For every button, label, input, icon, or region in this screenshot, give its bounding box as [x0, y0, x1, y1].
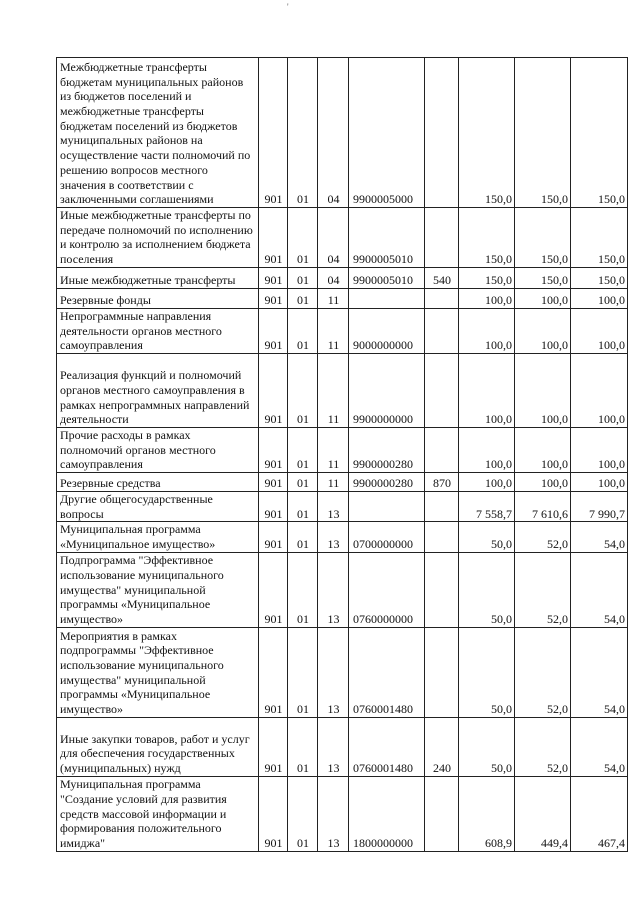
- amount-year-1: 100,0: [459, 427, 515, 472]
- target-article-code: 9900000000: [349, 353, 425, 427]
- row-name: Иные закупки товаров, работ и услуг для обеспечения государственных (муниципальных) нужд: [57, 717, 259, 776]
- amount-year-3: 54,0: [571, 522, 628, 552]
- target-article-code: 1800000000: [349, 776, 425, 851]
- subsection-code: 13: [318, 717, 349, 776]
- amount-year-1: 100,0: [459, 473, 515, 492]
- subsection-code: 11: [318, 308, 349, 353]
- amount-year-3: 100,0: [571, 288, 628, 308]
- table-row: [57, 473, 628, 492]
- amount-year-1: 100,0: [459, 288, 515, 308]
- subsection-code: 11: [318, 427, 349, 472]
- amount-year-2: 150,0: [515, 58, 571, 208]
- section-code: 01: [288, 288, 318, 308]
- subsection-code: 11: [318, 473, 349, 492]
- amount-year-1: 50,0: [459, 522, 515, 552]
- amount-year-3: 150,0: [571, 58, 628, 208]
- grbs-code: 901: [259, 552, 288, 627]
- row-name: Мероприятия в рамках подпрограммы "Эффективное использование муниципального имущества" муниципальной программы «Муниципальное имущество»: [57, 627, 259, 717]
- section-code: 01: [288, 58, 318, 208]
- amount-year-3: 100,0: [571, 308, 628, 353]
- row-name: Подпрограмма "Эффективное использование муниципального имущества" муниципальной программы «Муниципальное имущество»: [57, 552, 259, 627]
- section-code: 01: [288, 717, 318, 776]
- grbs-code: 901: [259, 427, 288, 472]
- target-article-code: [349, 492, 425, 522]
- amount-year-3: 150,0: [571, 267, 628, 288]
- row-name: Резервные фонды: [57, 288, 259, 308]
- section-code: 01: [288, 353, 318, 427]
- table-row: [57, 208, 628, 268]
- subsection-code: 13: [318, 552, 349, 627]
- amount-year-1: 50,0: [459, 552, 515, 627]
- expense-type-code: 540: [425, 267, 459, 288]
- expense-type-code: [425, 308, 459, 353]
- target-article-code: 0700000000: [349, 522, 425, 552]
- section-code: 01: [288, 208, 318, 268]
- table-row: [57, 308, 628, 353]
- amount-year-1: 150,0: [459, 58, 515, 208]
- expense-type-code: [425, 288, 459, 308]
- row-name: Иные межбюджетные трансферты по передаче полномочий по исполнению и контролю за исполнением бюджета поселения: [57, 208, 259, 268]
- table-row: [57, 552, 628, 627]
- amount-year-3: 7 990,7: [571, 492, 628, 522]
- row-name: Межбюджетные трансферты бюджетам муниципальных районов из бюджетов поселений и межбюджетные трансферты бюджетам поселений из бюджетов муниципальных районов на осуществление части полномочий по решению вопросов местного значения в соответствии с заключенными соглашениями: [57, 58, 259, 208]
- amount-year-2: 449,4: [515, 776, 571, 851]
- subsection-code: 11: [318, 353, 349, 427]
- expense-type-code: [425, 627, 459, 717]
- amount-year-2: 52,0: [515, 627, 571, 717]
- row-name: Муниципальная программа «Муниципальное имущество»: [57, 522, 259, 552]
- subsection-code: 04: [318, 267, 349, 288]
- amount-year-2: 100,0: [515, 473, 571, 492]
- section-code: 01: [288, 627, 318, 717]
- amount-year-2: 52,0: [515, 552, 571, 627]
- expense-type-code: 870: [425, 473, 459, 492]
- grbs-code: 901: [259, 208, 288, 268]
- amount-year-1: 50,0: [459, 627, 515, 717]
- target-article-code: 0760000000: [349, 552, 425, 627]
- row-name: Другие общегосударственные вопросы: [57, 492, 259, 522]
- row-name: Прочие расходы в рамках полномочий органов местного самоуправления: [57, 427, 259, 472]
- amount-year-1: 608,9: [459, 776, 515, 851]
- subsection-code: 13: [318, 776, 349, 851]
- expense-type-code: [425, 552, 459, 627]
- expense-type-code: [425, 208, 459, 268]
- target-article-code: 9900005010: [349, 267, 425, 288]
- table-row: [57, 58, 628, 208]
- amount-year-3: 100,0: [571, 473, 628, 492]
- grbs-code: 901: [259, 267, 288, 288]
- amount-year-1: 150,0: [459, 267, 515, 288]
- amount-year-2: 150,0: [515, 267, 571, 288]
- amount-year-3: 150,0: [571, 208, 628, 268]
- section-code: 01: [288, 776, 318, 851]
- expense-type-code: [425, 522, 459, 552]
- target-article-code: 9900000280: [349, 473, 425, 492]
- section-code: 01: [288, 552, 318, 627]
- expense-type-code: [425, 776, 459, 851]
- amount-year-3: 54,0: [571, 717, 628, 776]
- scan-mark: ': [287, 2, 289, 12]
- grbs-code: 901: [259, 627, 288, 717]
- expense-type-code: [425, 492, 459, 522]
- grbs-code: 901: [259, 308, 288, 353]
- section-code: 01: [288, 522, 318, 552]
- table-row: [57, 717, 628, 776]
- grbs-code: 901: [259, 717, 288, 776]
- expense-type-code: [425, 58, 459, 208]
- subsection-code: 13: [318, 522, 349, 552]
- table-row: [57, 522, 628, 552]
- grbs-code: 901: [259, 776, 288, 851]
- amount-year-3: 100,0: [571, 353, 628, 427]
- grbs-code: 901: [259, 473, 288, 492]
- grbs-code: 901: [259, 58, 288, 208]
- row-name: Муниципальная программа "Создание условий для развития средств массовой информации и формирования положительного имиджа": [57, 776, 259, 851]
- amount-year-3: 54,0: [571, 627, 628, 717]
- section-code: 01: [288, 308, 318, 353]
- subsection-code: 13: [318, 627, 349, 717]
- grbs-code: 901: [259, 522, 288, 552]
- subsection-code: 11: [318, 288, 349, 308]
- table-row: [57, 353, 628, 427]
- expense-type-code: [425, 353, 459, 427]
- row-name: Резервные средства: [57, 473, 259, 492]
- table-row: [57, 427, 628, 472]
- amount-year-2: 100,0: [515, 427, 571, 472]
- table-row: [57, 288, 628, 308]
- amount-year-2: 7 610,6: [515, 492, 571, 522]
- amount-year-1: 100,0: [459, 353, 515, 427]
- row-name: Иные межбюджетные трансферты: [57, 267, 259, 288]
- amount-year-3: 467,4: [571, 776, 628, 851]
- target-article-code: 9900005000: [349, 58, 425, 208]
- target-article-code: [349, 288, 425, 308]
- table-body: [57, 58, 628, 852]
- amount-year-1: 150,0: [459, 208, 515, 268]
- grbs-code: 901: [259, 353, 288, 427]
- row-name: Непрограммные направления деятельности органов местного самоуправления: [57, 308, 259, 353]
- expense-type-code: 240: [425, 717, 459, 776]
- target-article-code: 9900005010: [349, 208, 425, 268]
- table-row: [57, 776, 628, 851]
- subsection-code: 04: [318, 58, 349, 208]
- grbs-code: 901: [259, 288, 288, 308]
- amount-year-2: 52,0: [515, 522, 571, 552]
- amount-year-3: 54,0: [571, 552, 628, 627]
- amount-year-2: 100,0: [515, 308, 571, 353]
- expense-type-code: [425, 427, 459, 472]
- target-article-code: 9000000000: [349, 308, 425, 353]
- row-name: Реализация функций и полномочий органов местного самоуправления в рамках непрограммных направлений деятельности: [57, 353, 259, 427]
- amount-year-1: 7 558,7: [459, 492, 515, 522]
- target-article-code: 9900000280: [349, 427, 425, 472]
- target-article-code: 0760001480: [349, 717, 425, 776]
- section-code: 01: [288, 427, 318, 472]
- amount-year-3: 100,0: [571, 427, 628, 472]
- amount-year-2: 100,0: [515, 288, 571, 308]
- subsection-code: 04: [318, 208, 349, 268]
- table-row: [57, 627, 628, 717]
- section-code: 01: [288, 267, 318, 288]
- amount-year-2: 150,0: [515, 208, 571, 268]
- amount-year-2: 52,0: [515, 717, 571, 776]
- amount-year-2: 100,0: [515, 353, 571, 427]
- section-code: 01: [288, 473, 318, 492]
- table-row: [57, 492, 628, 522]
- table-row: [57, 267, 628, 288]
- amount-year-1: 50,0: [459, 717, 515, 776]
- grbs-code: 901: [259, 492, 288, 522]
- target-article-code: 0760001480: [349, 627, 425, 717]
- budget-table: [56, 57, 628, 852]
- subsection-code: 13: [318, 492, 349, 522]
- amount-year-1: 100,0: [459, 308, 515, 353]
- section-code: 01: [288, 492, 318, 522]
